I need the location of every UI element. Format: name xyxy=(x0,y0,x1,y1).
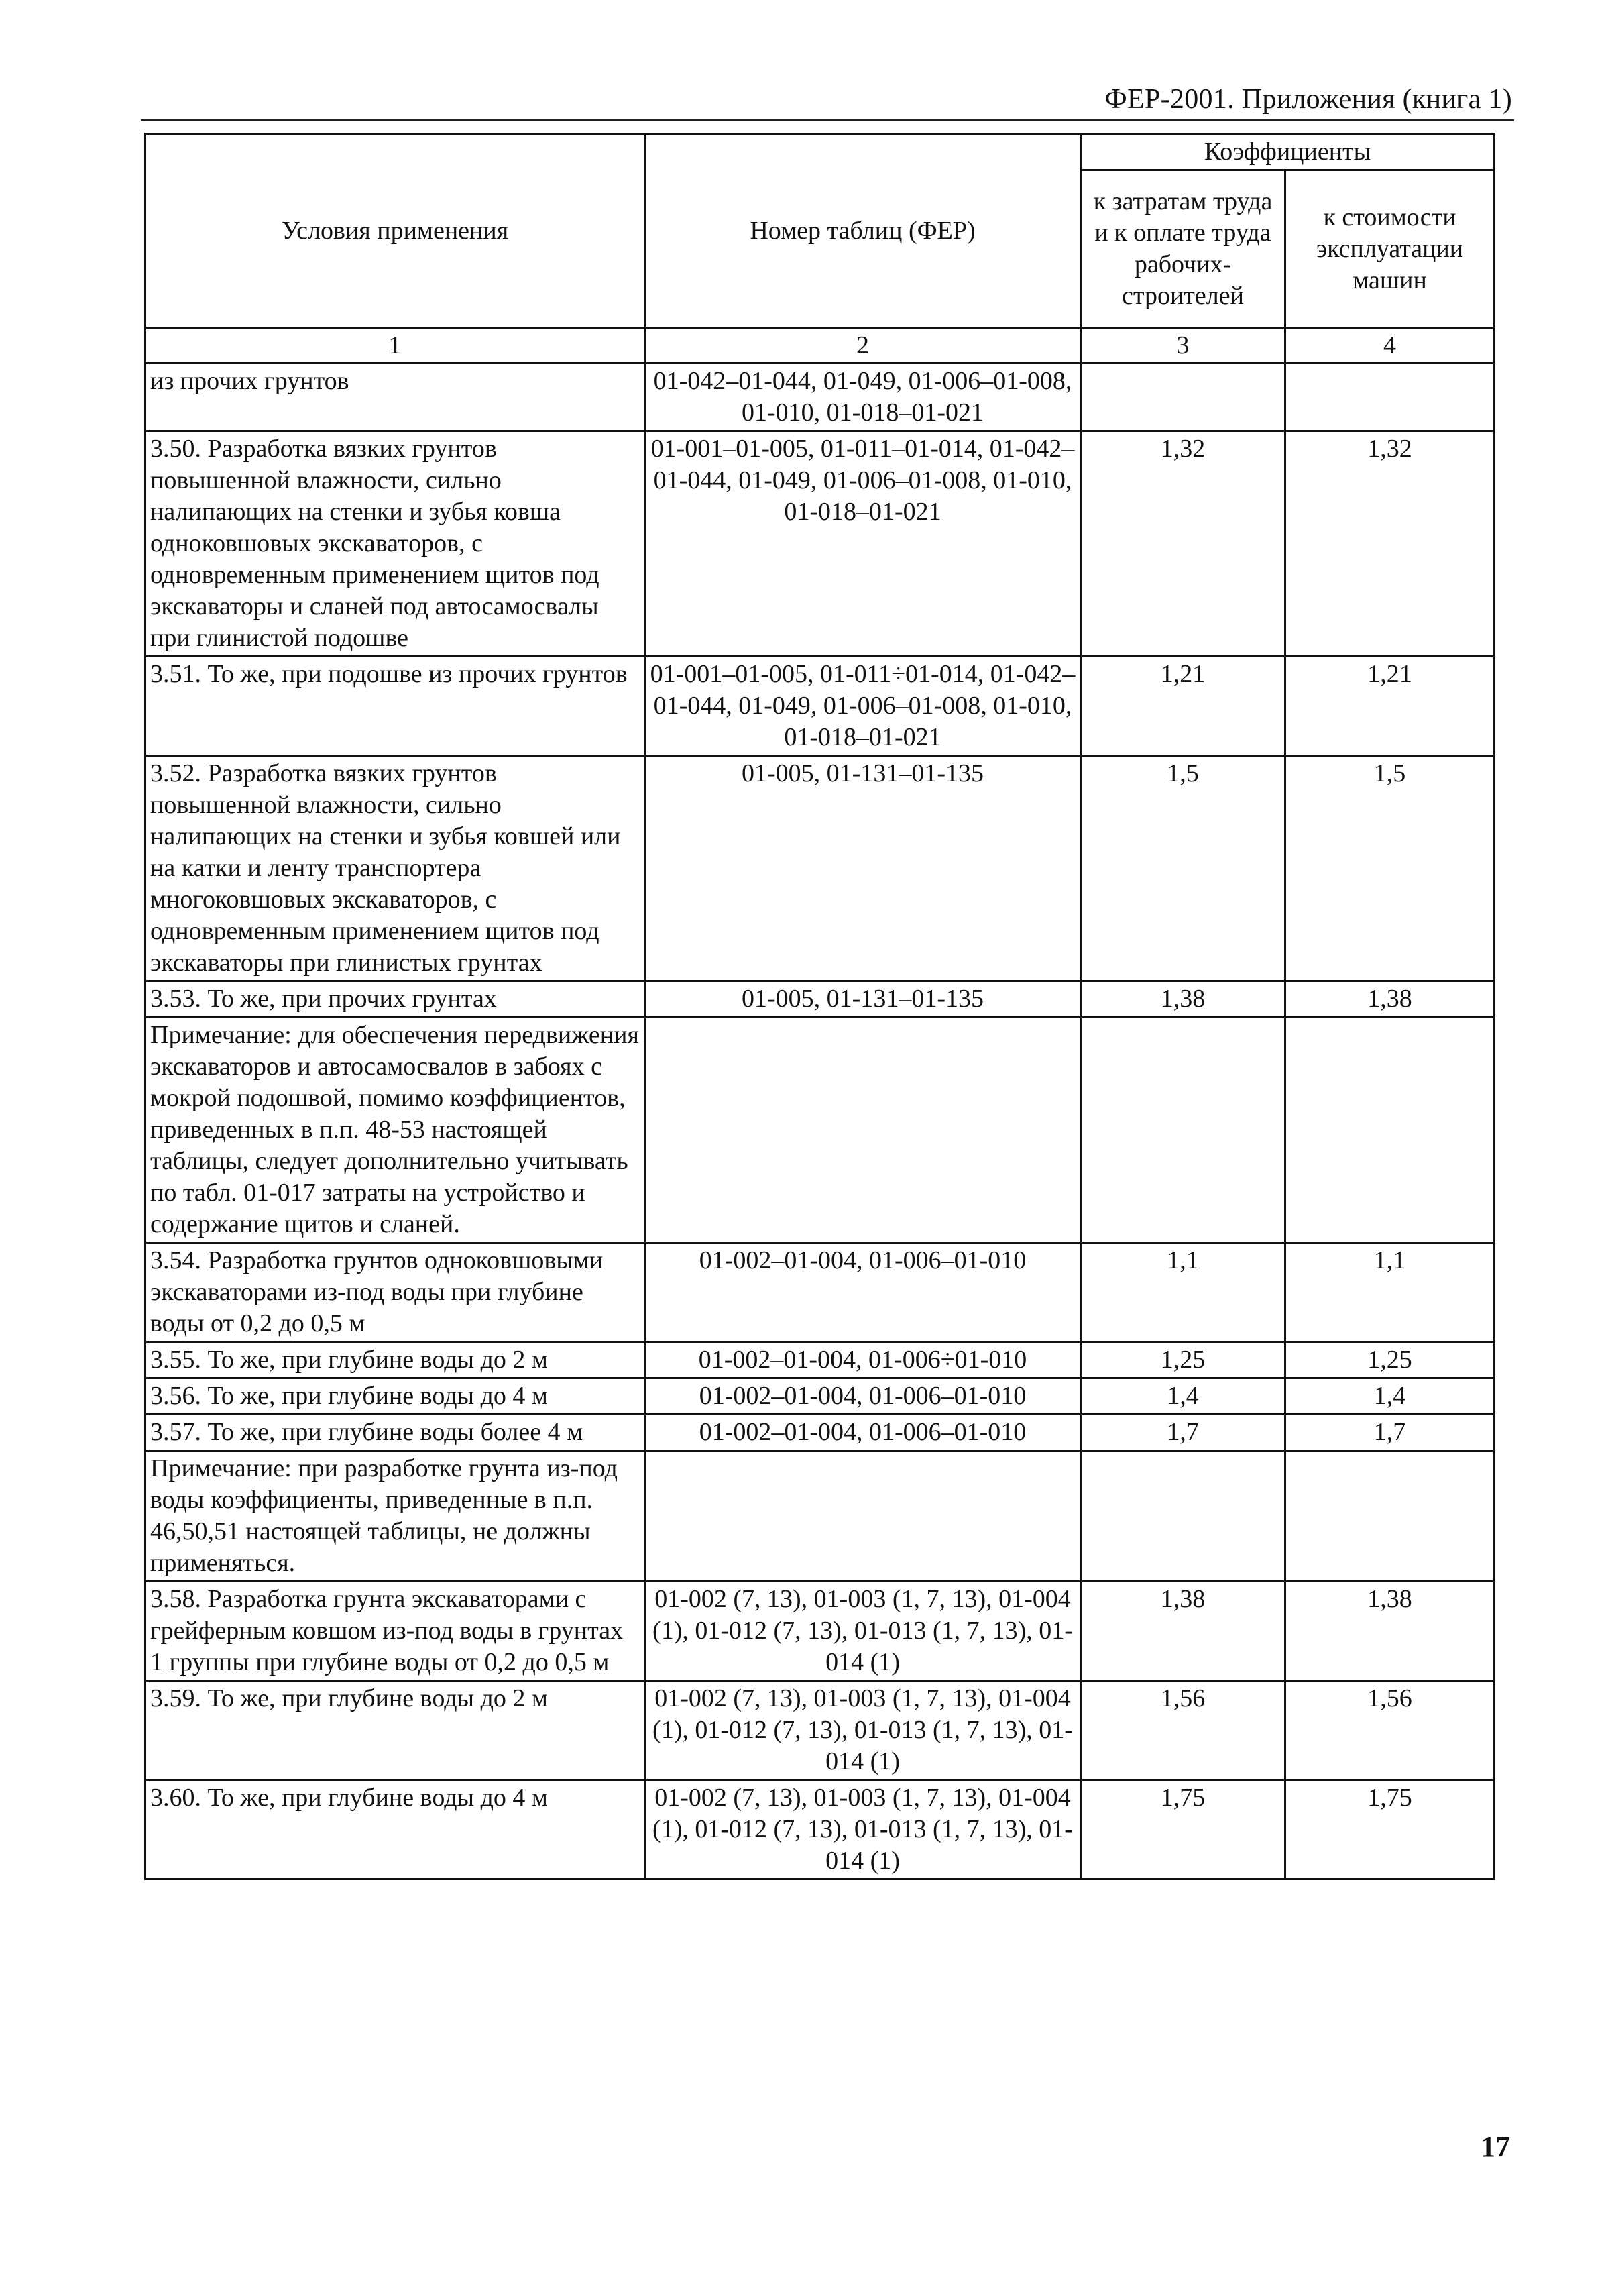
table-row xyxy=(146,756,1495,981)
table-numbers-cell: 01-002–01-004, 01-006–01-010 xyxy=(645,1378,1081,1415)
machines-coefficient-cell: 1,1 xyxy=(1285,1243,1495,1342)
condition-cell: 3.60. То же, при глубине воды до 4 м xyxy=(146,1780,645,1879)
machines-coefficient-cell: 1,4 xyxy=(1285,1378,1495,1415)
labor-coefficient-cell: 1,32 xyxy=(1081,431,1285,657)
column-number: 2 xyxy=(645,328,1081,364)
page-number: 17 xyxy=(1481,2130,1510,2163)
table-numbers-cell: 01-001–01-005, 01-011–01-014, 01-042–01-044, 01-049, 01-006–01-008, 01-010, 01-018–01-021 xyxy=(645,431,1081,657)
table-row xyxy=(146,364,1495,431)
condition-cell: 3.56. То же, при глубине воды до 4 м xyxy=(146,1378,645,1415)
table-row xyxy=(146,431,1495,657)
labor-coefficient-cell: 1,1 xyxy=(1081,1243,1285,1342)
table-numbers-cell xyxy=(645,1018,1081,1243)
machines-coefficient-cell: 1,38 xyxy=(1285,1582,1495,1681)
labor-coefficient-cell: 1,38 xyxy=(1081,981,1285,1018)
labor-coefficient-cell: 1,38 xyxy=(1081,1582,1285,1681)
table-row xyxy=(146,981,1495,1018)
table-numbers-cell: 01-002 (7, 13), 01-003 (1, 7, 13), 01-004 (1), 01-012 (7, 13), 01-013 (1, 7, 13), 01-014 (1) xyxy=(645,1681,1081,1780)
table-numbers-cell xyxy=(645,1451,1081,1582)
table-numbers-cell: 01-002–01-004, 01-006÷01-010 xyxy=(645,1342,1081,1378)
machines-coefficient-cell xyxy=(1285,364,1495,431)
header-coefficients: Коэффициенты xyxy=(1081,134,1495,170)
labor-coefficient-cell: 1,21 xyxy=(1081,657,1285,756)
table-numbers-cell: 01-002 (7, 13), 01-003 (1, 7, 13), 01-004 (1), 01-012 (7, 13), 01-013 (1, 7, 13), 01-014 (1) xyxy=(645,1780,1081,1879)
table-numbers-cell: 01-002 (7, 13), 01-003 (1, 7, 13), 01-004 (1), 01-012 (7, 13), 01-013 (1, 7, 13), 01-014 (1) xyxy=(645,1582,1081,1681)
labor-coefficient-cell xyxy=(1081,1018,1285,1243)
table-numbers-cell: 01-002–01-004, 01-006–01-010 xyxy=(645,1415,1081,1451)
condition-cell: из прочих грунтов xyxy=(146,364,645,431)
labor-coefficient-cell: 1,7 xyxy=(1081,1415,1285,1451)
machines-coefficient-cell: 1,21 xyxy=(1285,657,1495,756)
labor-coefficient-cell: 1,5 xyxy=(1081,756,1285,981)
machines-coefficient-cell: 1,75 xyxy=(1285,1780,1495,1879)
table-row xyxy=(146,1582,1495,1681)
note-cell: Примечание: при разработке грунта из-под воды коэффициенты, приведенные в п.п. 46,50,51 настоящей таблицы, не должны применяться. xyxy=(146,1451,645,1582)
table-numbers-cell: 01-005, 01-131–01-135 xyxy=(645,756,1081,981)
table-row xyxy=(146,1018,1495,1243)
machines-coefficient-cell xyxy=(1285,1451,1495,1582)
table-row xyxy=(146,1780,1495,1879)
table-numbers-cell: 01-042–01-044, 01-049, 01-006–01-008, 01-010, 01-018–01-021 xyxy=(645,364,1081,431)
labor-coefficient-cell: 1,25 xyxy=(1081,1342,1285,1378)
column-number: 1 xyxy=(146,328,645,364)
machines-coefficient-cell: 1,38 xyxy=(1285,981,1495,1018)
labor-coefficient-cell xyxy=(1081,1451,1285,1582)
running-header: ФЕР-2001. Приложения (книга 1) xyxy=(1104,84,1512,115)
table-numbers-cell: 01-002–01-004, 01-006–01-010 xyxy=(645,1243,1081,1342)
table-row xyxy=(146,657,1495,756)
machines-coefficient-cell xyxy=(1285,1018,1495,1243)
labor-coefficient-cell: 1,75 xyxy=(1081,1780,1285,1879)
machines-coefficient-cell: 1,7 xyxy=(1285,1415,1495,1451)
column-number: 3 xyxy=(1081,328,1285,364)
labor-coefficient-cell xyxy=(1081,364,1285,431)
header-table-numbers: Номер таблиц (ФЕР) xyxy=(645,134,1081,328)
note-cell: Примечание: для обеспечения передвижения экскаваторов и автосамосвалов в забоях с мокрой подошвой, помимо коэффициентов, приведенных в п.п. 48-53 настоящей таблицы, следует дополнительно учитывать по табл. 01-017 затраты на устройство и содержание щитов и сланей. xyxy=(146,1018,645,1243)
header-rule xyxy=(141,119,1514,121)
labor-coefficient-cell: 1,4 xyxy=(1081,1378,1285,1415)
labor-coefficient-cell: 1,56 xyxy=(1081,1681,1285,1780)
coefficients-table xyxy=(144,133,1495,1880)
condition-cell: 3.58. Разработка грунта экскаваторами с грейферным ковшом из-под воды в грунтах 1 группы при глубине воды от 0,2 до 0,5 м xyxy=(146,1582,645,1681)
table-numbers-cell: 01-001–01-005, 01-011÷01-014, 01-042–01-044, 01-049, 01-006–01-008, 01-010, 01-018–01-021 xyxy=(645,657,1081,756)
condition-cell: 3.50. Разработка вязких грунтов повышенной влажности, сильно налипающих на стенки и зубья ковша одноковшовых экскаваторов, с одновременным применением щитов под экскаваторы и сланей под автосамосвалы при глинистой подошве xyxy=(146,431,645,657)
condition-cell: 3.53. То же, при прочих грунтах xyxy=(146,981,645,1018)
machines-coefficient-cell: 1,56 xyxy=(1285,1681,1495,1780)
table-row xyxy=(146,1681,1495,1780)
condition-cell: 3.59. То же, при глубине воды до 2 м xyxy=(146,1681,645,1780)
table-row xyxy=(146,1415,1495,1451)
condition-cell: 3.57. То же, при глубине воды более 4 м xyxy=(146,1415,645,1451)
table-row xyxy=(146,1243,1495,1342)
table-row xyxy=(146,1342,1495,1378)
table-row xyxy=(146,1451,1495,1582)
condition-cell: 3.51. То же, при подошве из прочих грунтов xyxy=(146,657,645,756)
table-numbers-cell: 01-005, 01-131–01-135 xyxy=(645,981,1081,1018)
header-conditions: Условия применения xyxy=(146,134,645,328)
header-labor: к затратам труда и к оплате труда рабочих-строителей xyxy=(1081,170,1285,328)
condition-cell: 3.52. Разработка вязких грунтов повышенной влажности, сильно налипающих на стенки и зубья ковшей или на катки и ленту транспортера многоковшовых экскаваторов, с одновременным применением щитов под экскаваторы при глинистых грунтах xyxy=(146,756,645,981)
condition-cell: 3.54. Разработка грунтов одноковшовыми экскаваторами из-под воды при глубине воды от 0,2 до 0,5 м xyxy=(146,1243,645,1342)
machines-coefficient-cell: 1,5 xyxy=(1285,756,1495,981)
machines-coefficient-cell: 1,32 xyxy=(1285,431,1495,657)
table-row xyxy=(146,1378,1495,1415)
column-number: 4 xyxy=(1285,328,1495,364)
machines-coefficient-cell: 1,25 xyxy=(1285,1342,1495,1378)
header-machines: к стоимости эксплуатации машин xyxy=(1285,170,1495,328)
condition-cell: 3.55. То же, при глубине воды до 2 м xyxy=(146,1342,645,1378)
